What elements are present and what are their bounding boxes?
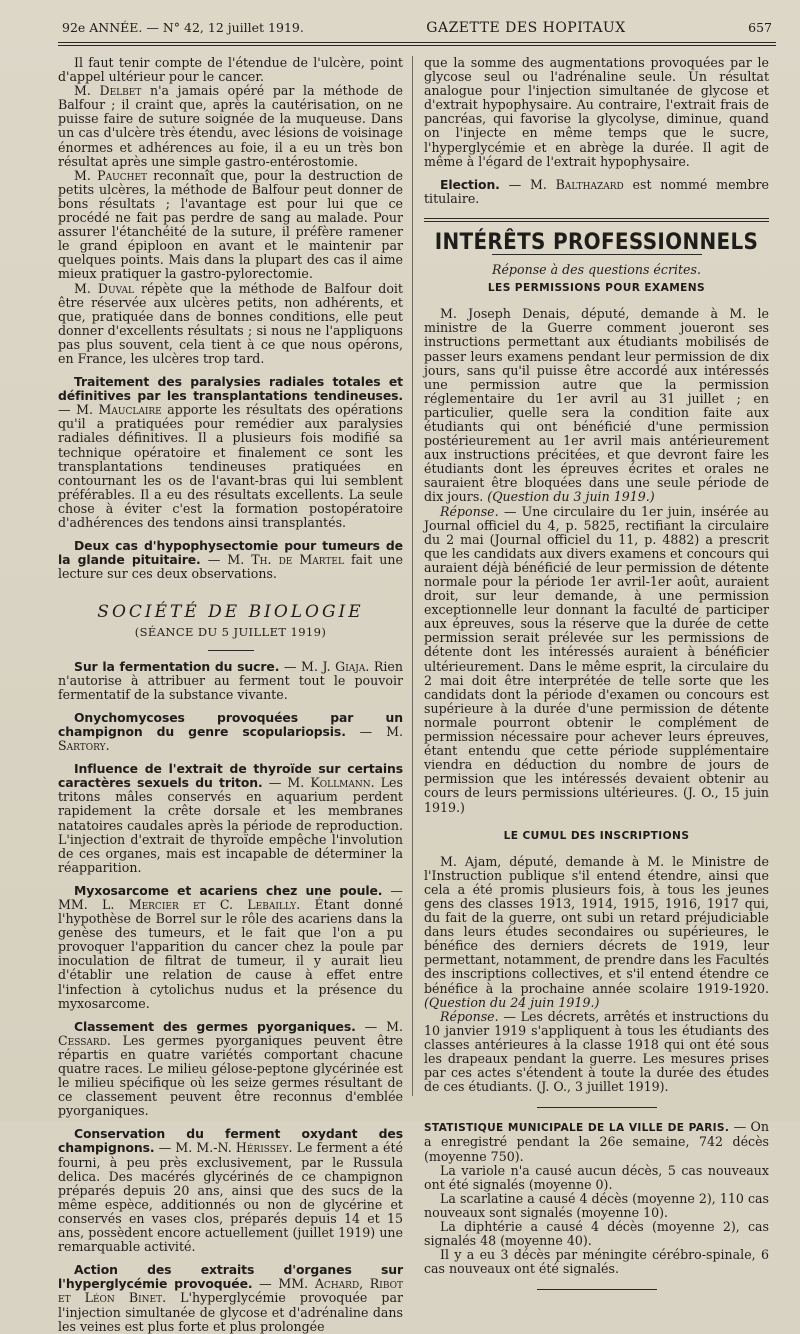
answer-paragraph: Réponse. — Une circulaire du 1er juin, insérée au Journal officiel du 4, p. 5825, rectifiant la circulaire du 2 mai (Journal officiel du 11, p. 4882) a prescrit que les candidats aux divers examens et concours qui auraient déjà bénéficié de leur permission de détente normale pour la période 1er avril-1er août, auraient droit, sur leur demande, à une permission exceptionnelle leur donnant la faculté de participer aux épreuves, sous la réserve que la durée de cette permission serait prélevée sur les permissions de détente dont les intéressés auraient à bénéficier ultérieurement. Dans le même esprit, la circulaire du 2 mai doit être interprétée de telle sorte que les candidats dont la période d'examen ou concours est supérieure à la durée d'une permission de détente normale pourront obtenir le complément de permission nécessaire pour achever leurs épreuves, étant entendu que cette période supplémentaire viendra en déduction du nombre de jours de permission que les intéressés devaient obtenir au cours de leurs permissions ultérieures. (J. O., 15 juin 1919.) bbox=[424, 503, 769, 815]
article-hyperglycemia: Action des extraits d'organes sur l'hyperglycémie provoquée. — MM. Achard, Ribot et Léon Binet. L'hyperglycémie provoquée par l'injection simultanée de glycose et d'adrénaline dans les veines est plus forte et plus prolongée bbox=[58, 1262, 404, 1334]
article-hypophysectomy: Deux cas d'hypophysectomie pour tumeurs de la glande pituitaire. — M. Th. de Martel fait une lecture sur ces deux observations. bbox=[58, 538, 403, 582]
paragraph: M. Pauchet reconnaît que, pour la destruction de petits ulcères, la méthode de Balfour peut donner de bons résultats ; l'avantage est pour lui que ce procédé ne fait pas perdre de sang au malade. Pour assurer l'étanchéité de la suture, il préfère ramener le grand épiploon en avant et le maintenir par quelques points. Mais dans la plupart des cas il aime mieux pratiquer la gastro-pylorectomie. bbox=[58, 167, 403, 282]
answer-paragraph: Réponse. — Les décrets, arrêtés et instructions du 10 janvier 1919 s'appliquent à tous les étudiants des classes antérieures à la classe 1918 qui ont été sous les drapeaux pendant la guerre. Les mesures prises par ces actes s'étendent à toute la durée des études de ces étudiants. (J. O., 3 juillet 1919). bbox=[424, 1008, 769, 1095]
statistics-paragraph: Il y a eu 3 décès par méningite cérébro-spinale, 6 cas nouveaux ont été signalés. bbox=[424, 1247, 769, 1277]
article-fermentation: Sur la fermentation du sucre. — M. J. Giaja. Rien n'autorise à attribuer au ferment tout le pouvoir fermentatif de la substance vivante. bbox=[58, 658, 403, 702]
section-title-biology: SOCIÉTÉ DE BIOLOGIE bbox=[97, 602, 364, 623]
heading-cumul: LE CUMUL DES INSCRIPTIONS bbox=[503, 829, 690, 842]
article-germs: Classement des germes pyorganiques. — M. Cessard. Les germes pyorganiques peuvent être répartis en quatre variétés comportant chacune quatre races. Le milieu gélose-peptone glycérinée est le milieu spécifique où les seize germes résultant de ce classement peuvent être reconnus d'emblée pyorganiques. bbox=[58, 1018, 404, 1119]
left-column bbox=[58, 55, 413, 1334]
article-radial-paralysis: Traitement des paralysies radiales totales et définitives par les transplantations tendineuses. — M. Mauclaire apporte les résultats des opérations qu'il a pratiquées pour remédier aux paralysies radiales définitives. Il a plusieurs fois modifié sa technique opératoire et finalement ce sont les transplantations tendineuses pratiquées en contournant les os de l'avant-bras qui lui semblent préférables. Il a eu des résultats excellents. La seule chose à éviter c'est la formation postopératoire d'adhérences des tendons ainsi transplantés. bbox=[58, 374, 403, 530]
statistics-paragraph: La variole n'a causé aucun décès, 5 cas nouveaux ont été signalés (moyenne 0). bbox=[424, 1162, 769, 1192]
article-election: Election. — M. Balthazard est nommé membre titulaire. bbox=[424, 176, 769, 206]
page-header bbox=[58, 20, 776, 43]
subsection-title: Réponse à des questions écrites. bbox=[492, 262, 701, 278]
article-thyroid: Influence de l'extrait de thyroïde sur certains caractères sexuels du triton. — M. Kollmann. Les tritons mâles conservés en aquarium perdent rapidement la crête dorsale et les membranes natatoires caudales après la période de reproduction. L'injection d'extrait de thyroïde empêche l'involution de ces organes, mais est incapable de déterminer la réapparition. bbox=[58, 761, 403, 875]
columns bbox=[58, 55, 776, 1334]
ornament-divider bbox=[424, 1282, 769, 1296]
statistics-paragraph: La scarlatine a causé 4 décès (moyenne 2), 110 cas nouveaux sont signalés (moyenne 10). bbox=[424, 1190, 769, 1220]
header-rule bbox=[58, 45, 776, 46]
page-number: 657 bbox=[748, 20, 772, 35]
paragraph: M. Delbet n'a jamais opéré par la méthode de Balfour ; il craint que, après la cautérisation, on ne puisse faire de suture soignée de la muqueuse. Dans un cas d'ulcère très étendu, avec lésions de voisinage énormes et adhérences au foie, il a eu un très bon résultat après une simple gastro-entérostomie. bbox=[58, 83, 403, 169]
paragraph: Il faut tenir compte de l'étendue de l'ulcère, point d'appel ultérieur pour le cancer. bbox=[58, 55, 403, 85]
question-paragraph: M. Ajam, député, demande à M. le Ministre de l'Instruction publique s'il entend étendre, ainsi que cela a été promis plusieurs fois, à tous les jeunes gens des classes 1913, 1914, 1915, 1916, 1917 qui, du fait de la guerre, ont subi un retard préjudiciable dans leurs études secondaires ou supérieures, le bénéfice des derniers décrets de 1919, leur permettant, notamment, de prendre dans les Facultés des inscriptions collectives, et s'il entend étendre ce bénéfice à la prochaine année scolaire 1919-1920. (Question du 24 juin 1919.) bbox=[424, 853, 769, 1010]
heading-permissions: LES PERMISSIONS POUR EXAMENS bbox=[487, 282, 706, 295]
article-oxidase: Conservation du ferment oxydant des champignons. — M. M.-N. Hérissey. Le ferment a été fourni, à peu près exclusivement, par le Russula delica. Des macérés glycérinés de ce champignon préparés depuis 20 ans, ainsi que des sucs de la même espèce, additionnés ou non de glycérine et conservés en vases clos, préparés depuis 14 et 15 ans, possèdent encore actuellement (juillet 1919) une remarquable activité. bbox=[58, 1126, 403, 1255]
paragraph: M. Duval répète que la méthode de Balfour doit être réservée aux ulcères petits, non adhérents, et que, pratiquée dans de bonnes conditions, elle peut donner d'excellents résultats ; si nous ne l'appliquons pas plus souvent, cela tient à ce que nous opérons, en France, les ulcères trop tard. bbox=[58, 280, 403, 366]
paragraph: que la somme des augmentations provoquées par le glycose seul ou l'adrénaline seule. Un résultat analogue pour l'injection simultanée de glycose et d'extrait hypophysaire. Au contraire, l'extrait frais de pancréas, qui favorise la glycolyse, diminue, quand on l'injecte en même temps que le sucre, l'hyperglycémie et en abrège la durée. Il agit de même à l'égard de l'extrait hypophysaire. bbox=[424, 55, 769, 169]
session-date: (SÉANCE DU 5 JUILLET 1919) bbox=[134, 625, 327, 640]
section-divider bbox=[424, 218, 769, 222]
question-paragraph: M. Joseph Denais, député, demande à M. le ministre de la Guerre comment joueront ses instructions permettant aux étudiants mobilisés de passer leurs examens pendant leur permission de dix jours, sans qu'il puisse être accordé aux intéressés une permission autre que la permission réglementaire du 1er avril au 31 juillet ; en particulier, quelle sera la condition faite aux étudiants qui ont bénéficié d'une permission postérieurement au 1er avril mais antérieurement aux instructions précitées, et que devront faire les étudiants dont les épreuves écrites et orales ne sauraient être bloquées dans une seule période de dix jours. (Question du 3 juin 1919.) bbox=[424, 306, 769, 505]
statistics-paragraph: STATISTIQUE MUNICIPALE DE LA VILLE DE PARIS. — On a enregistré pendant la 26e semaine, 742 décès (moyenne 750). bbox=[424, 1119, 769, 1164]
right-column bbox=[413, 55, 769, 1277]
statistics-paragraph: La diphtérie a causé 4 décès (moyenne 2), cas signalés 48 (moyenne 40). bbox=[424, 1219, 769, 1249]
article-myxosarcoma: Myxosarcome et acariens chez une poule. — MM. L. Mercier et C. Lebailly. Étant donné l'hypothèse de Borrel sur le rôle des acariens dans la genèse des tumeurs, et le fait que l'on a pu provoquer l'apparition du cancer chez la poule par inoculation de filtrat de tumeur, il y aurait lieu d'établir une relation de cause à effet entre l'infection à cytolichus nudus et la présence du myxosarcome. bbox=[58, 882, 404, 1011]
journal-title: GAZETTE DES HOPITAUX bbox=[426, 20, 626, 36]
section-title-professional: INTÉRÊTS PROFESSIONNELS bbox=[434, 227, 759, 255]
divider bbox=[208, 650, 254, 651]
issue-info: 92e ANNÉE. — N° 42, 12 juillet 1919. bbox=[62, 20, 304, 35]
ornament-divider bbox=[424, 1100, 769, 1114]
article-onychomycoses: Onychomycoses provoquées par un champignon du genre scopulariopsis. — M. Sartory. bbox=[58, 709, 403, 754]
